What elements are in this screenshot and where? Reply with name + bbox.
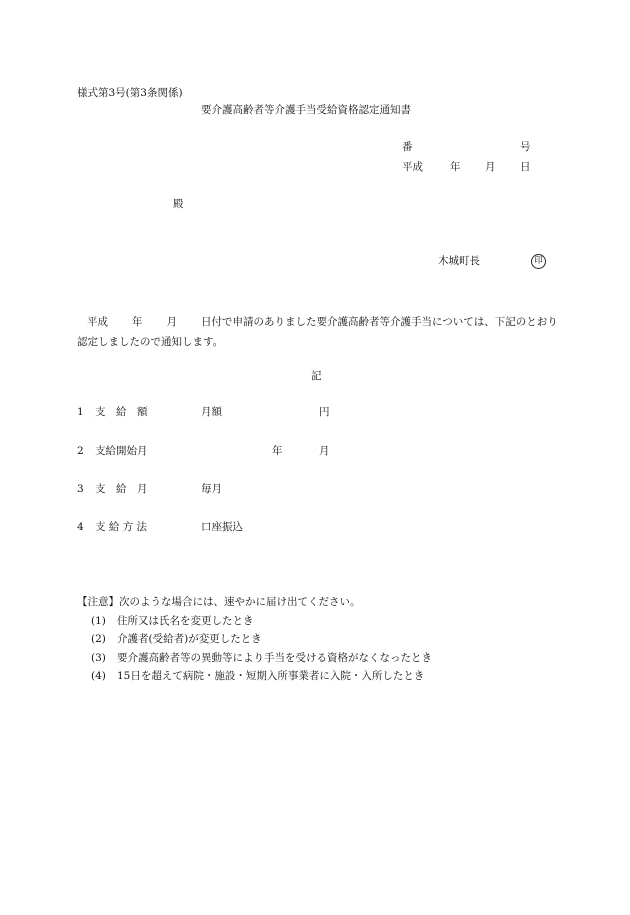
notice-item-text: 介護者(受給者)が変更したとき — [117, 633, 262, 645]
item-2-label: 支給開始月 — [95, 445, 148, 457]
item-1-label: 支 給 額 — [95, 406, 148, 418]
recipient-honorific: 殿 — [173, 198, 184, 210]
number-go: 号 — [520, 141, 531, 153]
item-2-year: 年 — [272, 445, 283, 457]
body-text: 日付で申請のありました要介護高齢者等介護手当については、下記のとおり認定しましたので通知します。 — [77, 316, 558, 348]
notice-item-text: 住所又は氏名を変更したとき — [117, 614, 254, 627]
item-2-num: 2 — [77, 445, 84, 457]
item-4-num: 4 — [77, 521, 84, 533]
item-3-label: 支 給 月 — [95, 483, 148, 495]
form-label: 様式第3号(第3条関係) — [77, 87, 183, 99]
notice-item-num: (2) — [91, 633, 106, 645]
body-era: 平成 — [87, 316, 108, 328]
item-1-num: 1 — [77, 406, 84, 418]
notice-item — [77, 612, 432, 631]
notice-heading: 【注意】次のような場合には、速やかに届け出てください。 — [77, 596, 361, 608]
number-ban: 番 — [402, 141, 413, 153]
date-day: 日 — [520, 161, 531, 173]
issuer: 木城町長 — [438, 255, 480, 267]
item-1-unit: 円 — [319, 406, 330, 418]
notice-block — [77, 593, 432, 686]
item-3-num: 3 — [77, 483, 84, 495]
notice-item — [77, 630, 432, 649]
notice-item-text: 要介護高齢者等の異動等により手当を受ける資格がなくなったとき — [117, 651, 432, 664]
body-month: 月 — [166, 316, 177, 328]
ki-heading: 記 — [311, 370, 322, 382]
notice-item-num: (1) — [91, 614, 106, 627]
date-era: 平成 — [402, 161, 423, 173]
body-year: 年 — [132, 316, 143, 328]
date-year: 年 — [450, 161, 461, 173]
item-3-value: 毎月 — [201, 483, 222, 495]
date-month: 月 — [485, 161, 496, 173]
notice-item-num: (3) — [91, 651, 106, 664]
item-1-value: 月額 — [201, 406, 222, 418]
notice-item — [77, 667, 432, 686]
notice-item — [77, 649, 432, 668]
item-4-value: 口座振込 — [201, 521, 243, 533]
document-title: 要介護高齢者等介護手当受給資格認定通知書 — [201, 104, 411, 116]
item-4-label: 支 給 方 法 — [95, 521, 148, 533]
notice-item-num: (4) — [91, 670, 106, 682]
notice-item-text: 15日を超えて病院・施設・短期入所事業者に入院・入所したとき — [117, 670, 425, 682]
item-2-month: 月 — [319, 445, 330, 457]
seal-mark: 印 — [531, 254, 546, 269]
body-paragraph — [77, 312, 562, 352]
